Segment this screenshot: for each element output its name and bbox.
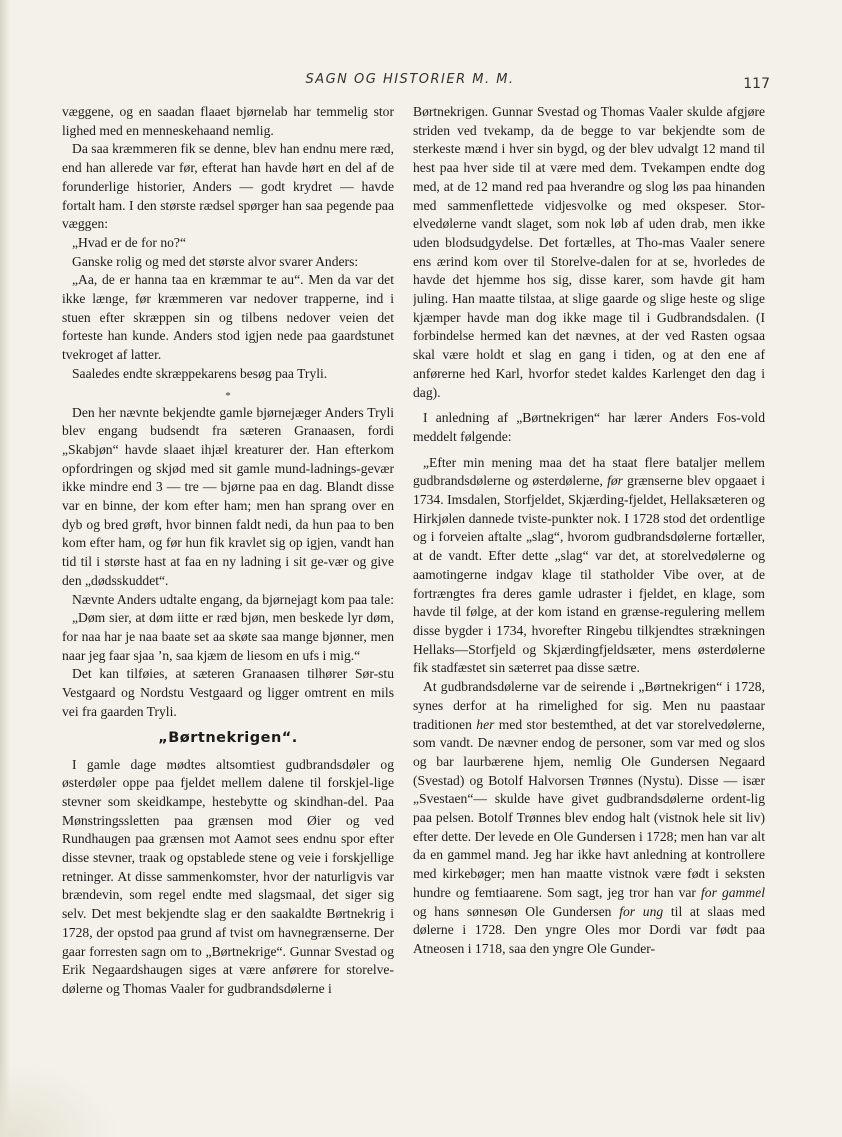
section-separator-star: * <box>225 389 231 402</box>
text-span: „Efter min mening maa det ha staat flere bataljer mellem gudbrandsdølerne og østerdølerne, <box>413 454 765 489</box>
text-span: og hans sønnesøn Ole Gundersen <box>413 903 620 919</box>
paragraph: Det kan tilføies, at sæteren Granaasen tilhører Sør-stu Vestgaard og Nordstu Vestgaard og ligger omtrent en mils vei fra gaarden Tryli. <box>62 666 394 719</box>
paragraph: Da saa kræmmeren fik se denne, blev han endnu mere ræd, end han allerede var før, efterat han havde hørt en del af de forunderlige historier, Anders — godt krydret — havde fortalt ham. I den største rædsel spørger han saa pegende paa væggen: <box>62 141 394 232</box>
paragraph: Ganske rolig og med det største alvor svarer Anders: <box>72 253 359 269</box>
paragraph-gap <box>413 447 765 454</box>
paragraph: Den her nævnte bekjendte gamle bjørnejæger Anders Tryli blev engang budsendt fra sæteren Granaasen, fordi „Skabjøn“ havde slaaet ihjæl kreaturer der. Han efterkom opfordringen og skjød med sit gamle mund-ladnings-gevær ikke mindre end 3 — tre — bjørne paa en dag. Blandt disse var en binne, der kom efter ham; men han sprang over en dyb og bred grøft, hvor binnen faldt nedi, da hun paa to ben kom efter ham, og før hun fik kravlet sig op igjen, vandt han tid til i største hast at faa en ny ladning i sit ge-vær og give den „dødsskuddet“. <box>62 404 394 588</box>
paragraph <box>413 454 765 678</box>
running-title: SAGN OG HISTORIER M. M. <box>305 72 515 87</box>
paragraph <box>413 678 765 959</box>
running-header <box>0 72 842 96</box>
page-binding-edge <box>0 0 10 1137</box>
right-column <box>413 103 765 1113</box>
text-span: At gudbrandsdølerne var de seirende i „Børtnekrigen“ i 1728, synes derfor at ha rimelighed for sig. Men nu paastaar traditionen <box>413 679 765 732</box>
paragraph: Nævnte Anders udtalte engang, da bjørnejagt kom paa tale: <box>72 591 394 607</box>
text-span: med stor bestemthed, at det var storelvedølerne, som vandt. De nævner endog de personer, som var med og slos og bar laurbærene hjem, nemlig Ole Gundersen Negaard (Svestad) og Botolf Halvorsen Trønnes (Nystu). Disse — især „Svestaen“— skulde have givet gudbrandsdølerne ordent-lig paa pelsen. Botolf Trønnes blev endog halt (vistnok hele sit liv) efter dette. Der levede en Ole Gundersen i 1728; men han var alt da en gammel mand. Jeg har ikke havt anledning at kontrollere med kirkebøger; men han maatte vistnok være født i seksten hundre og femtiaarene. Som sagt, jeg tror han var <box>413 716 765 900</box>
paragraph-gap <box>413 402 765 409</box>
paragraph: „Aa, de er hanna taa en kræmmar te au“. Men da var det ikke længe, før kræmmeren var nedover trapperne, ind i stuen efter skræppen sin og tilbens nedover veien det forteste han kunde. Anders stod igjen nede paa gaardstunet tvekroget af latter. <box>62 272 394 363</box>
paragraph: væggene, og en saadan flaaet bjørnelab har temmelig stor lighed med en menneskehaand nemlig. <box>62 104 394 138</box>
paragraph: I gamle dage mødtes altsomtiest gudbrandsdøler og østerdøler oppe paa fjeldet mellem dalene til forskjel-lige stevner som skeidkampe, hestebytte og skindhan-del. Paa Mønstringssletten paa grænsen mod Øier og ved Rundhaugen paa grænsen mot Aamot sees endnu spor efter disse stevner, traak og opstablede stene og veie i forskjellige retninger. At disse sammenkomster, hvor der naturligvis var brændevin, som regel endte med slagsmaal, det siger sig selv. Det mest bekjendte slag er den saakaldte Børtnekrig i 1728, der opstod paa grund af tvist om havnegrænserne. Der gaar forresten sagn om to „Børtnekrige“. Gunnar Svestad og Erik Negaardshaugen siges at være anførere for storelve-dølerne og Thomas Vaaler for gudbrandsdølerne i <box>62 756 394 996</box>
text-span: til at slaas med dølerne i 1728. Den yngre Oles mor Dordi var født paa Atneosen i 1718, saa den yngre Ole Gunder- <box>413 903 765 956</box>
paragraph: „Døm sier, at døm iitte er ræd bjøn, men beskede lyr døm, for naa har je naa baate set aa skøte saa mange bjønner, men naar jeg faar sjaa ’n, saa kjæm de liesom en ufs i mig.“ <box>62 610 394 663</box>
page-number: 117 <box>743 76 770 92</box>
paragraph: Børtnekrigen. Gunnar Svestad og Thomas Vaaler skulde afgjøre striden ved tvekamp, da de begge to var bekjendte som de sterkeste mænd i hver sin bygd, og der blev udvalgt 12 mand til hest paa hver side til at være med dem. Tvekampen endte dog med, at de 12 mand red paa hverandre og slog løs paa hinanden med sammenflettede vidjesvolke og med okspeser. Stor-elvedølerne vandt slaget, som nok løb af uden drab, men ikke uden blodsudgydelse. Det fortælles, at Tho-mas Vaaler senere ens ærind kom over til Storelve-dalen for at se, hvorledes de havde det hjemme hos sig, disse karer, som havde git ham juling. Han maatte tilstaa, at slige gaarde og slige heste og slige kjæmper havde man dog ikke mage til i Gudbrandsdalen. (I forbindelse hermed kan det nævnes, at der ved Rasten ogsaa skal være holdt et slag en gang i tiden, og at den ene af anførerne hed Karl, hvorfor stedet kaldes Karlenget den dag i dag). <box>413 104 765 400</box>
section-heading: „Børtnekrigen“. <box>158 729 298 746</box>
left-column <box>62 103 394 1113</box>
italic-text: for gammel <box>701 884 765 900</box>
text-span: grænserne blev opgaaet i 1734. Imsdalen, Storfjeldet, Skjærding-fjeldet, Hellaksæteren og Hirkjølen dannede tviste-punkter nok. I 1728 stod det ordentlige og i forveien aftalte „slag“, hvorom gudbrandsdølerne fortæller, at de vandt. Efter dette „slag“ var det, at storelvedølerne og aamotingerne indgav klage til statholder Vibe over, at de fortrængtes fra deres gamle udraster i fjeldet, en klage, som havde til følge, at der kom istand en grænse-regulering mellem disse bygder i 1734, hvorefter Ringebu tilkjendtes strækningen Hellaks—Storfjeld og Skjærdingfjeldsæter, mens østerdølerne fik stadfæstet sin sæterret paa disse sætre. <box>413 473 765 676</box>
italic-text: før <box>607 473 623 489</box>
italic-text: her <box>476 716 495 732</box>
quote-line: „Hvad er de for no?“ <box>72 234 186 250</box>
paragraph: Saaledes endte skræppekarens besøg paa Tryli. <box>72 365 328 381</box>
paragraph: I anledning af „Børtnekrigen“ har lærer Anders Fos-vold meddelt følgende: <box>413 410 765 444</box>
italic-text: for ung <box>619 903 664 919</box>
